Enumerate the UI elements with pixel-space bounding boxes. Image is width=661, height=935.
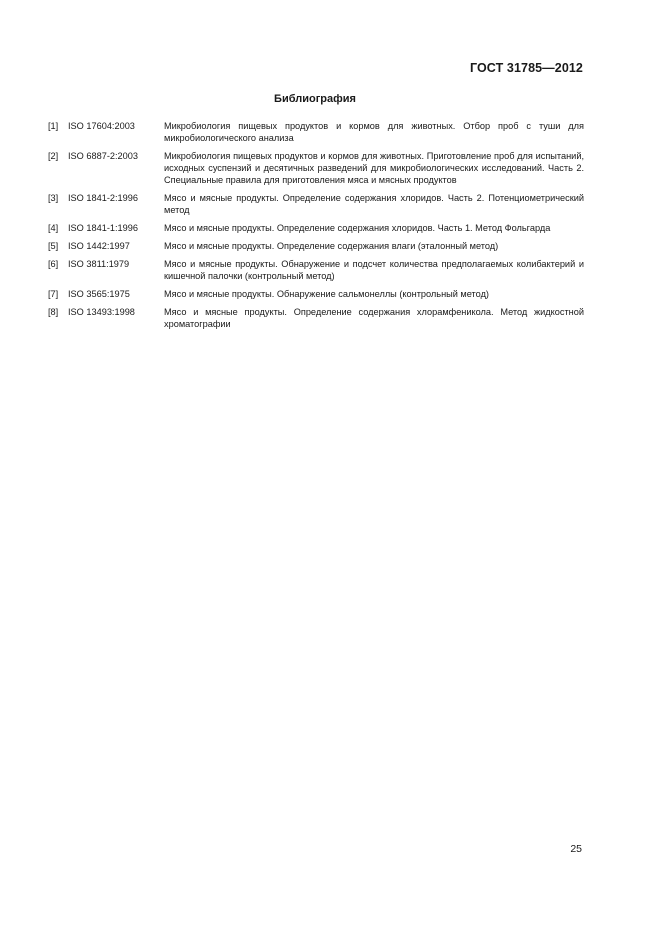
bibliography-entry-3 [48, 192, 584, 216]
entry-number: [6] [48, 259, 59, 269]
standard-designation: ISO 17604:2003 [68, 121, 135, 131]
entry-number: [1] [48, 121, 59, 131]
bibliography-entry-8 [48, 306, 584, 330]
entry-number: [4] [48, 223, 59, 233]
standard-designation: ISO 13493:1998 [68, 307, 135, 317]
standard-designation: ISO 1841-2:1996 [68, 193, 138, 203]
standard-title: Микробиология пищевых продуктов и кормов для животных. Отбор проб с туши для микробиологического анализа [164, 121, 584, 143]
standard-title: Микробиология пищевых продуктов и кормов для животных. Приготовление проб для испытаний, исходных суспензий и десятичных разведений для микробиологических исследований. Часть 2. Специальные правила для приготовления мяса и мясных продуктов [164, 151, 584, 185]
entry-number: [3] [48, 193, 59, 203]
bibliography-entry-1 [48, 120, 584, 144]
document-code: ГОСТ 31785—2012 [469, 61, 583, 75]
bibliography-entry-4 [48, 222, 584, 234]
entry-number: [8] [48, 307, 59, 317]
standard-title: Мясо и мясные продукты. Обнаружение сальмонеллы (контрольный метод) [164, 289, 489, 299]
bibliography-entry-6 [48, 258, 584, 282]
entry-number: [5] [48, 241, 59, 251]
entry-number: [7] [48, 289, 59, 299]
bibliography-entry-2 [48, 150, 584, 186]
standard-designation: ISO 3811:1979 [68, 259, 130, 269]
bibliography-entry-5 [48, 240, 584, 252]
standard-designation: ISO 6887-2:2003 [68, 151, 138, 161]
standard-designation: ISO 3565:1975 [68, 289, 130, 299]
standard-title: Мясо и мясные продукты. Определение содержания влаги (эталонный метод) [164, 241, 499, 251]
standard-designation: ISO 1841-1:1996 [68, 223, 138, 233]
standard-title: Мясо и мясные продукты. Определение содержания хлоридов. Часть 1. Метод Фольгарда [164, 223, 551, 233]
bibliography-list [48, 120, 584, 336]
standard-designation: ISO 1442:1997 [68, 241, 130, 251]
page-number: 25 [570, 843, 582, 855]
bibliography-entry-7 [48, 288, 584, 300]
entry-number: [2] [48, 151, 59, 161]
section-title: Библиография [274, 93, 356, 105]
standard-title: Мясо и мясные продукты. Обнаружение и подсчет количества предполагаемых колибактерий и кишечной палочки (контрольный метод) [164, 259, 584, 281]
standard-title: Мясо и мясные продукты. Определение содержания хлорамфеникола. Метод жидкостной хроматографии [164, 307, 584, 329]
standard-title: Мясо и мясные продукты. Определение содержания хлоридов. Часть 2. Потенциометрический метод [164, 193, 584, 215]
